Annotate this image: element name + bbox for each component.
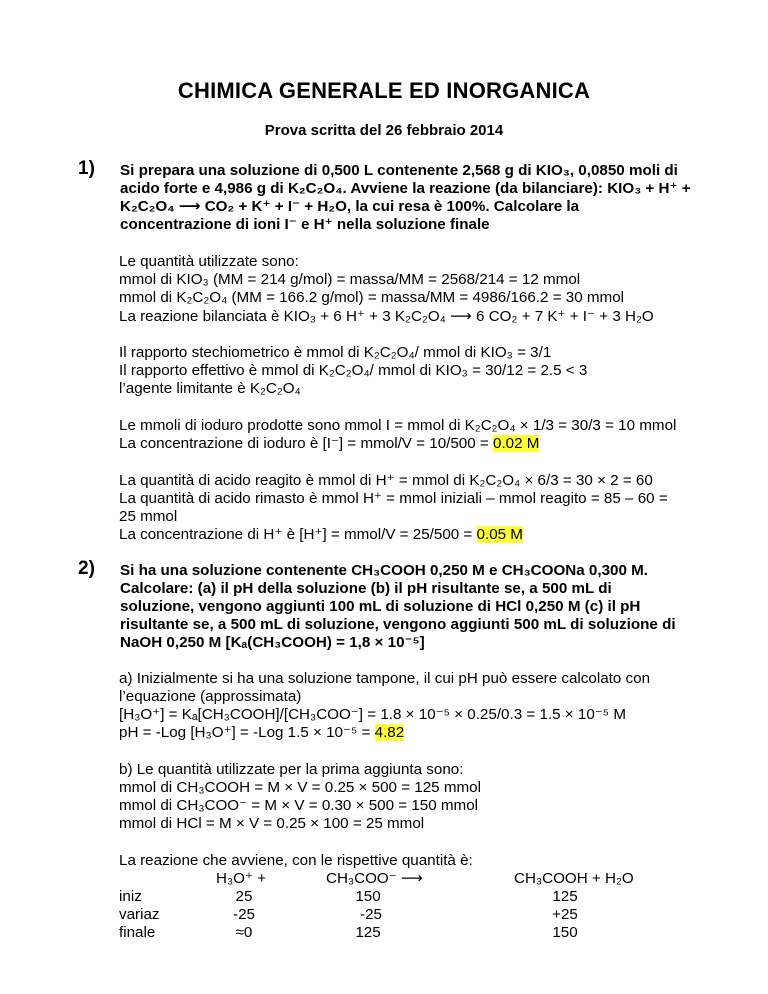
question-2-line-4: risultante se, a 500 mL di soluzione, vengono aggiunti 500 mL di soluzione di bbox=[120, 616, 676, 633]
ice-variaz-h3o: -25 bbox=[233, 906, 255, 923]
q2b-reaction-intro: La reazione che avviene, con le rispettive quantità è: bbox=[119, 852, 473, 869]
ice-iniz-ch3cooh: 125 bbox=[552, 888, 578, 905]
q1-effective-ratio: Il rapporto effettivo è mmol di K₂C₂O₄/ mmol di KIO₃ = 30/12 = 2.5 < 3 bbox=[119, 362, 588, 379]
question-1-line-3: K₂C₂O₄ ⟶ CO₂ + K⁺ + I⁻ + H₂O, la cui resa è 100%. Calcolare la bbox=[120, 198, 580, 215]
question-2-line-1: Si ha una soluzione contenente CH₃COOH 0,250 M e CH₃COONa 0,300 M. bbox=[120, 562, 649, 579]
q2a-ph-calc-text: pH = -Log [H₃O⁺] = -Log 1.5 × 10⁻⁵ = bbox=[119, 724, 375, 741]
q1-iodide-concentration bbox=[119, 435, 539, 453]
ice-row-label-variaz: variaz bbox=[119, 906, 160, 923]
q2b-mmol-ch3cooh: mmol di CH₃COOH = M × V = 0.25 × 500 = 125 mmol bbox=[119, 779, 481, 796]
ice-variaz-ch3cooh: +25 bbox=[552, 906, 578, 923]
ice-finale-ch3cooh: 150 bbox=[552, 924, 578, 941]
page-title: CHIMICA GENERALE ED INORGANICA bbox=[177, 78, 591, 103]
q2b-intro: b) Le quantità utilizzate per la prima aggiunta sono: bbox=[119, 761, 464, 778]
q2a-h3o-calc: [H₃O⁺] = Kₐ[CH₃COOH]/[CH₃COO⁻] = 1.8 × 10⁻⁵ × 0.25/0.3 = 1.5 × 10⁻⁵ M bbox=[119, 706, 626, 723]
ice-iniz-ch3coo: 150 bbox=[355, 888, 381, 905]
q2a-equation-label: l’equazione (approssimata) bbox=[119, 688, 302, 705]
question-1-line-1: Si prepara una soluzione di 0,500 L contenente 2,568 g di KIO₃, 0,0850 moli di bbox=[120, 162, 678, 179]
question-1-line-2: acido forte e 4,986 g di K₂C₂O₄. Avviene la reazione (da bilanciare): KIO₃ + H⁺ + bbox=[120, 180, 691, 197]
ice-row-label-finale: finale bbox=[119, 924, 156, 941]
q2b-mmol-ch3coo: mmol di CH₃COO⁻ = M × V = 0.30 × 500 = 150 mmol bbox=[119, 797, 479, 814]
q1-acid-result-highlight: 0.05 M bbox=[476, 526, 523, 543]
q2b-mmol-hcl: mmol di HCl = M × V = 0.25 × 100 = 25 mmol bbox=[119, 815, 425, 832]
q1-mmol-k2c2o4: mmol di K₂C₂O₄ (MM = 166.2 g/mol) = massa/MM = 4986/166.2 = 30 mmol bbox=[119, 289, 625, 306]
q1-iodide-mmol: Le mmoli di ioduro prodotte sono mmol I = mmol di K₂C₂O₄ × 1/3 = 30/3 = 10 mmol bbox=[119, 417, 677, 434]
ice-header-products: CH₃COOH + H₂O bbox=[514, 870, 634, 887]
q2a-ph-result-highlight: 4.82 bbox=[374, 724, 405, 741]
question-2-line-3: soluzione, vengono aggiunti 100 mL di soluzione di HCl 0,250 M (c) il pH bbox=[120, 598, 641, 615]
question-2-line-5: NaOH 0,250 M [Kₐ(CH₃COOH) = 1,8 × 10⁻⁵] bbox=[120, 634, 425, 651]
ice-variaz-ch3coo: -25 bbox=[360, 906, 382, 923]
q1-iodide-concentration-text: La concentrazione di ioduro è [I⁻] = mmol/V = 10/500 = bbox=[119, 435, 494, 452]
exam-date-subtitle: Prova scritta del 26 febbraio 2014 bbox=[264, 122, 504, 139]
question-2-number: 2) bbox=[78, 558, 95, 579]
ice-header-ch3coo: CH₃COO⁻ ⟶ bbox=[326, 870, 423, 887]
q1-iodide-result-highlight: 0.02 M bbox=[493, 435, 540, 452]
q1-stoich-ratio: Il rapporto stechiometrico è mmol di K₂C₂O₄/ mmol di KIO₃ = 3/1 bbox=[119, 344, 552, 361]
question-1-line-4: concentrazione di ioni I⁻ e H⁺ nella soluzione finale bbox=[120, 216, 490, 233]
q2a-intro: a) Inizialmente si ha una soluzione tampone, il cui pH può essere calcolato con bbox=[119, 670, 651, 687]
q1-acid-concentration-text: La concentrazione di H⁺ è [H⁺] = mmol/V = 25/500 = bbox=[119, 526, 477, 543]
q1-mmol-kio3: mmol di KIO₃ (MM = 214 g/mol) = massa/MM = 2568/214 = 12 mmol bbox=[119, 271, 581, 288]
q1-acid-remaining: La quantità di acido rimasto è mmol H⁺ = mmol iniziali – mmol reagito = 85 – 60 = bbox=[119, 490, 668, 507]
q1-quantities-intro: Le quantità utilizzate sono: bbox=[119, 253, 299, 270]
q1-acid-reacted: La quantità di acido reagito è mmol di H⁺ = mmol di K₂C₂O₄ × 6/3 = 30 × 2 = 60 bbox=[119, 472, 653, 489]
ice-header-h3o: H₃O⁺ + bbox=[216, 870, 267, 887]
ice-finale-h3o: ≈0 bbox=[235, 924, 253, 941]
question-1-number: 1) bbox=[78, 158, 95, 179]
question-2-line-2: Calcolare: (a) il pH della soluzione (b) il pH risultante se, a 500 mL di bbox=[120, 580, 612, 597]
q1-balanced-reaction: La reazione bilanciata è KIO₃ + 6 H⁺ + 3 K₂C₂O₄ ⟶ 6 CO₂ + 7 K⁺ + I⁻ + 3 H₂O bbox=[119, 308, 654, 325]
ice-iniz-h3o: 25 bbox=[235, 888, 253, 905]
ice-row-label-iniz: iniz bbox=[119, 888, 142, 905]
ice-finale-ch3coo: 125 bbox=[355, 924, 381, 941]
q1-acid-concentration bbox=[119, 526, 523, 544]
q1-acid-remaining-cont: 25 mmol bbox=[119, 508, 178, 525]
q1-limiting-agent: l’agente limitante è K₂C₂O₄ bbox=[119, 380, 301, 397]
q2a-ph-calc bbox=[119, 724, 404, 742]
